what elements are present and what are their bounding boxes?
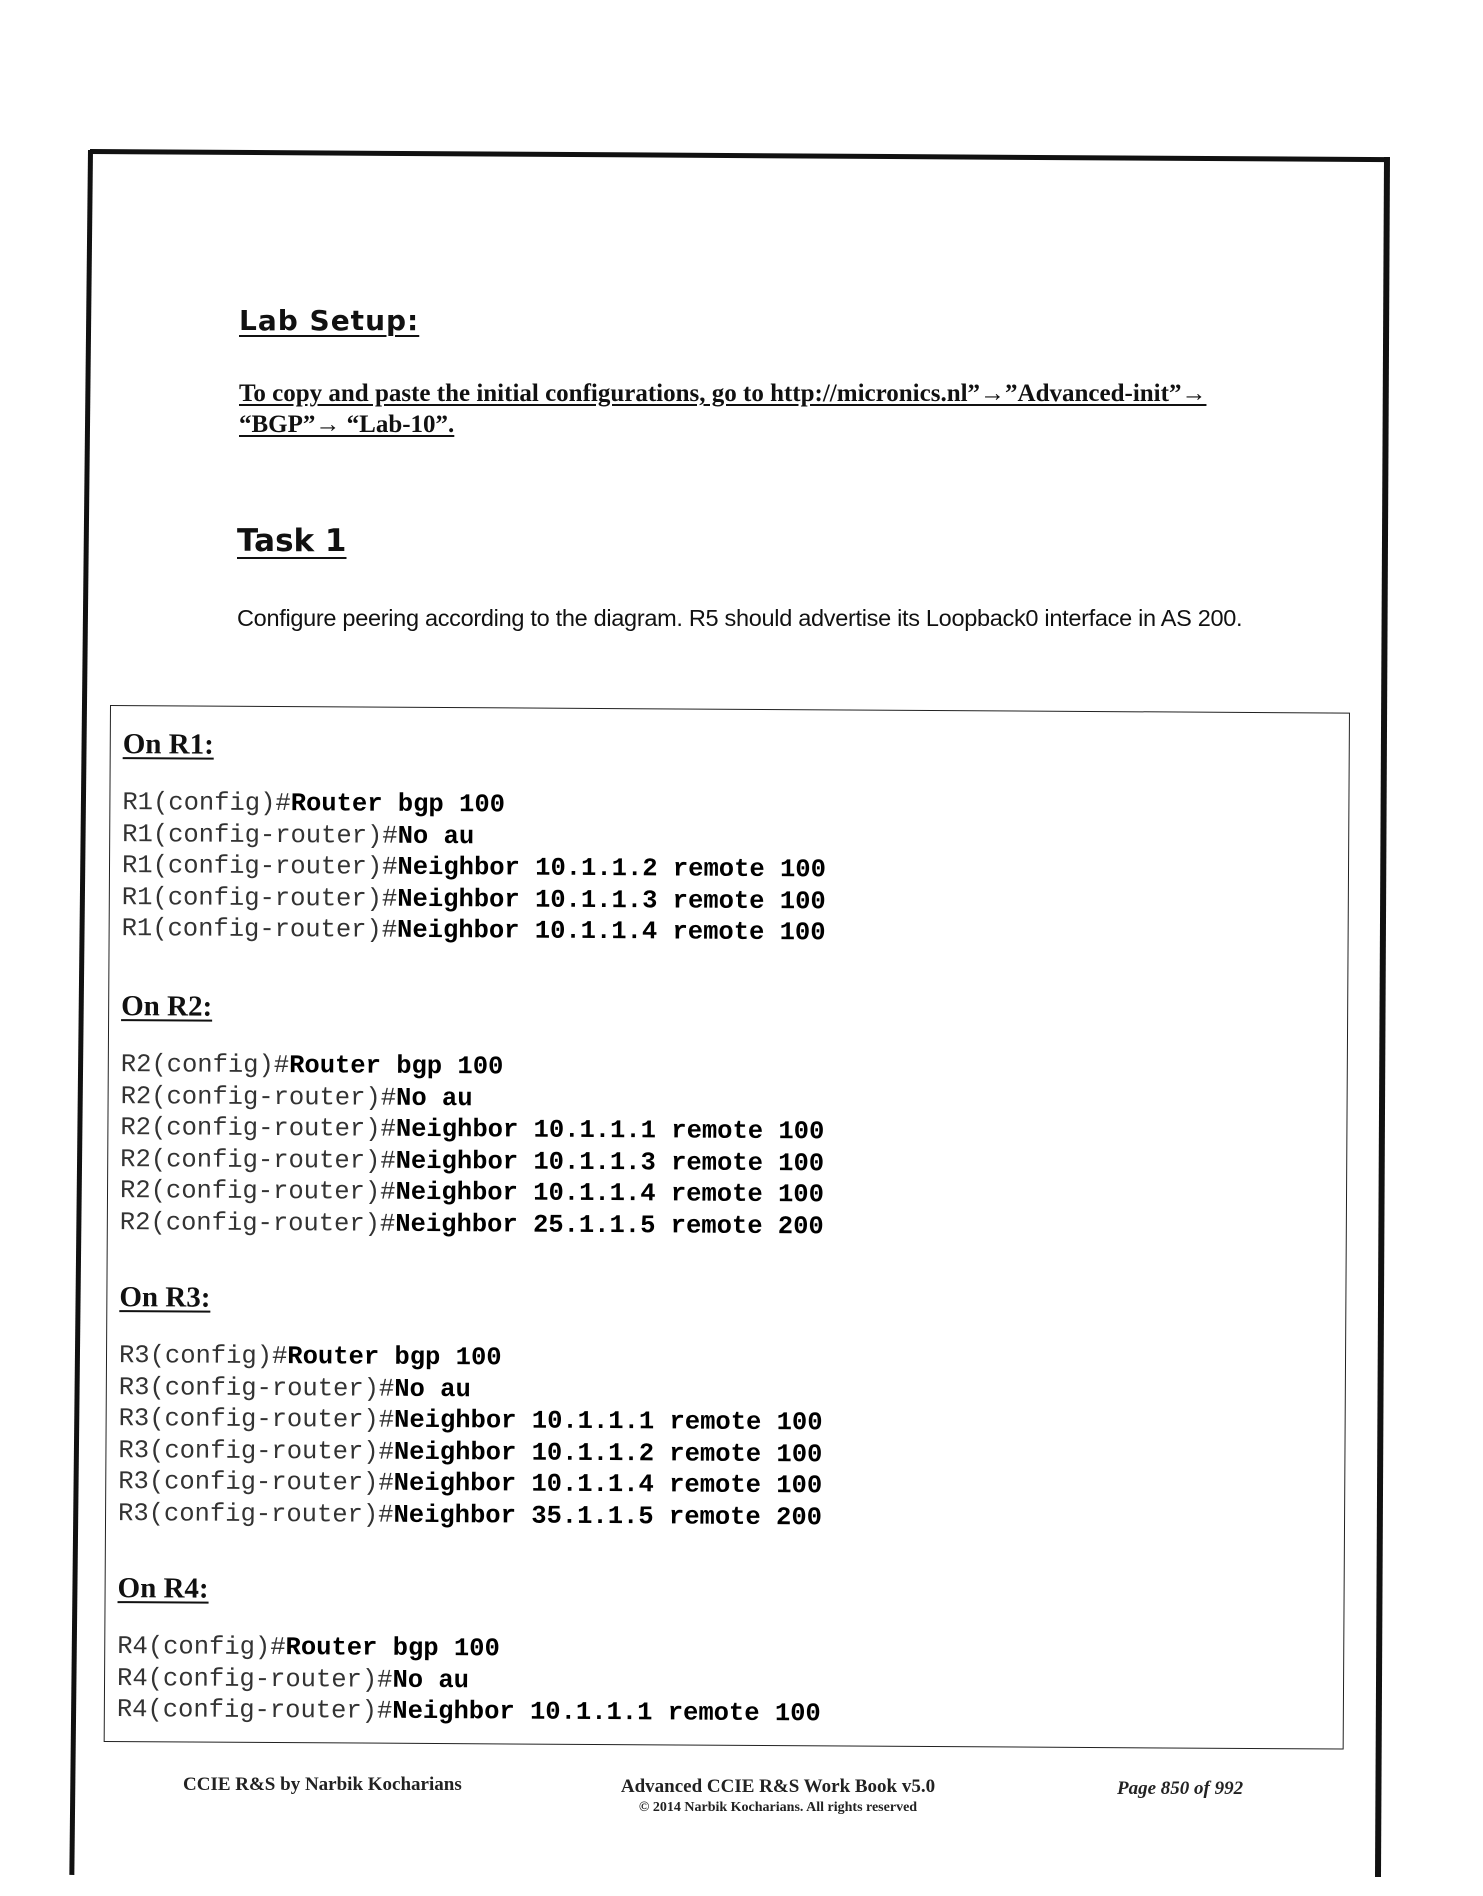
code-line <box>119 1403 823 1439</box>
code-line <box>117 1694 821 1730</box>
cli-command: Neighbor 10.1.1.1 remote 100 <box>392 1696 821 1729</box>
configuration-code-box <box>104 705 1350 1750</box>
cli-command: Neighbor 10.1.1.3 remote 100 <box>395 1146 825 1179</box>
cli-prompt: R1(config-router)# <box>121 914 398 946</box>
initial-config-instructions-link[interactable]: To copy and paste the initial configurations, go to http://micronics.nl”→”Advanced-init”→ “BGP”→ “Lab-10”. <box>239 380 1207 438</box>
cli-prompt: R2(config-router)# <box>120 1144 396 1176</box>
lab-setup-heading: Lab Setup: <box>239 304 420 337</box>
page-frame-right-border <box>1375 157 1390 1877</box>
cli-command: Neighbor 10.1.1.4 remote 100 <box>395 1178 825 1210</box>
cli-command: No au <box>394 1374 471 1404</box>
task-description: Configure peering according to the diagram. R5 should advertise its Loopback0 interface in AS 200. <box>237 605 1243 631</box>
cli-command: No au <box>395 1083 473 1113</box>
cli-prompt: R1(config-router)# <box>121 882 398 914</box>
cli-prompt: R2(config-router)# <box>120 1081 397 1113</box>
code-line <box>121 1049 825 1085</box>
cli-prompt: R4(config-router)# <box>116 1695 393 1726</box>
code-line <box>121 1081 825 1117</box>
cli-prompt: R3(config)# <box>118 1341 288 1372</box>
cli-prompt: R4(config-router)# <box>116 1663 393 1695</box>
page-frame-left-border <box>69 150 93 1875</box>
cli-command: Neighbor 10.1.1.1 remote 100 <box>395 1114 825 1147</box>
code-lines <box>122 787 827 949</box>
task-heading: Task 1 <box>237 523 347 559</box>
cli-prompt: R3(config-router)# <box>118 1467 394 1499</box>
router-config-section <box>118 1281 823 1534</box>
code-line <box>120 1175 824 1211</box>
cli-prompt: R4(config)# <box>117 1632 286 1663</box>
router-config-section <box>122 728 827 949</box>
code-line <box>118 1466 822 1502</box>
section-title: On R2: <box>121 990 213 1023</box>
cli-prompt: R3(config-router)# <box>118 1435 394 1467</box>
code-line <box>120 1144 824 1180</box>
code-line <box>118 1498 822 1534</box>
cli-command: Neighbor 10.1.1.4 remote 100 <box>396 916 826 948</box>
code-line <box>119 1340 823 1376</box>
section-title: On R1: <box>122 728 214 761</box>
cli-command: Router bgp 100 <box>285 1633 500 1664</box>
cli-command: No au <box>392 1665 470 1695</box>
code-line <box>122 913 826 949</box>
code-line <box>122 882 826 918</box>
cli-command: Neighbor 35.1.1.5 remote 200 <box>393 1500 823 1533</box>
footer-copyright: © 2014 Narbik Kocharians. All rights reserved <box>638 1800 918 1815</box>
cli-command: Neighbor 10.1.1.3 remote 100 <box>397 884 826 917</box>
code-lines <box>118 1340 823 1534</box>
cli-command: Router bgp 100 <box>287 1342 502 1373</box>
code-line <box>120 1207 824 1243</box>
cli-prompt: R2(config)# <box>120 1050 290 1081</box>
cli-prompt: R1(config)# <box>122 788 291 819</box>
page-frame-top-border <box>90 149 1388 162</box>
code-line <box>117 1631 821 1667</box>
code-line <box>122 787 826 823</box>
cli-command: No au <box>397 821 475 851</box>
code-line <box>122 850 826 886</box>
cli-prompt: R3(config-router)# <box>118 1372 395 1404</box>
router-config-section <box>117 1572 822 1730</box>
section-title: On R3: <box>119 1281 211 1314</box>
cli-prompt: R3(config-router)# <box>117 1499 394 1530</box>
code-line <box>119 1372 823 1408</box>
section-title: On R4: <box>117 1572 209 1605</box>
cli-prompt: R3(config-router)# <box>118 1404 395 1435</box>
cli-prompt: R1(config-router)# <box>121 851 398 882</box>
footer-author: CCIE R&S by Narbik Kocharians <box>183 1774 462 1795</box>
cli-command: Neighbor 25.1.1.5 remote 200 <box>395 1209 824 1242</box>
cli-command: Neighbor 10.1.1.1 remote 100 <box>393 1405 823 1438</box>
footer-center <box>568 1776 988 1816</box>
code-lines <box>117 1631 822 1730</box>
cli-prompt: R2(config-router)# <box>120 1113 396 1144</box>
cli-prompt: R2(config-router)# <box>119 1176 396 1208</box>
footer-book-title: Advanced CCIE R&S Work Book v5.0 <box>620 1776 936 1797</box>
cli-command: Router bgp 100 <box>290 789 506 820</box>
router-config-section <box>120 990 825 1243</box>
cli-command: Neighbor 10.1.1.2 remote 100 <box>397 852 827 885</box>
code-lines <box>120 1049 825 1243</box>
cli-prompt: R2(config-router)# <box>119 1208 396 1239</box>
code-line <box>117 1663 821 1699</box>
cli-command: Neighbor 10.1.1.2 remote 100 <box>393 1437 823 1470</box>
code-line <box>120 1112 824 1148</box>
cli-command: Neighbor 10.1.1.4 remote 100 <box>393 1469 823 1501</box>
cli-command: Router bgp 100 <box>289 1051 504 1082</box>
footer-page-number: Page 850 of 992 <box>1117 1778 1244 1799</box>
code-line <box>118 1435 822 1471</box>
cli-prompt: R1(config-router)# <box>122 819 398 851</box>
code-line <box>122 819 826 855</box>
